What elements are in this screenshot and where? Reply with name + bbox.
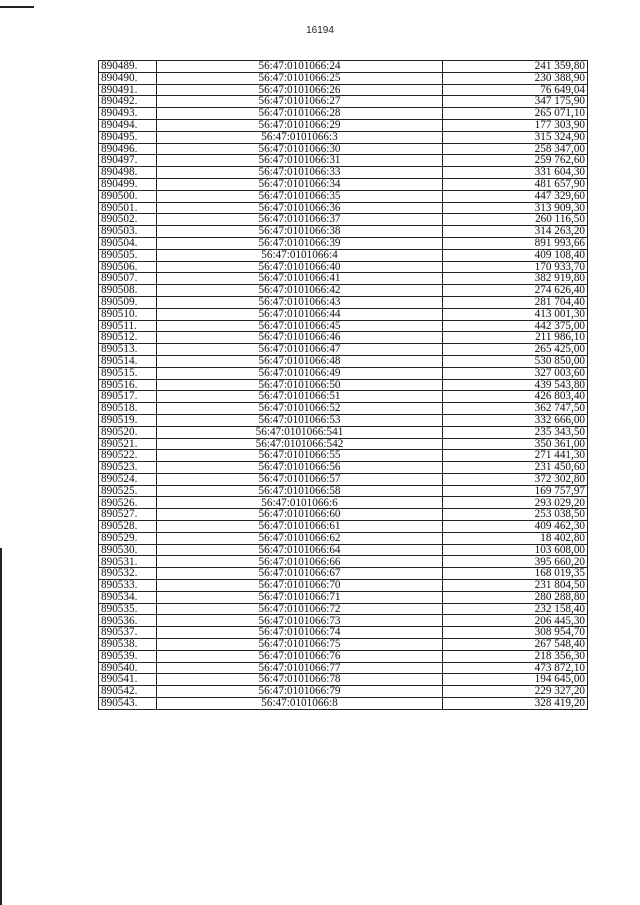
cadastral-number-cell: 56:47:0101066:74 [157,627,443,639]
table-row [99,344,588,356]
cadastral-number-cell: 56:47:0101066:79 [157,686,443,698]
row-number-cell: 890516. [99,379,157,391]
cadastral-number-cell: 56:47:0101066:38 [157,226,443,238]
cadastral-number-cell: 56:47:0101066:55 [157,450,443,462]
cadastral-number-cell: 56:47:0101066:37 [157,214,443,226]
cadastral-number-cell: 56:47:0101066:51 [157,391,443,403]
cadastral-number-cell: 56:47:0101066:44 [157,308,443,320]
row-number-cell: 890497. [99,155,157,167]
cadastral-number-cell: 56:47:0101066:8 [157,698,443,710]
table-row [99,155,588,167]
cadastral-value-cell: 103 608,00 [443,544,588,556]
table-row [99,627,588,639]
cadastral-number-cell: 56:47:0101066:40 [157,261,443,273]
row-number-cell: 890503. [99,226,157,238]
row-number-cell: 890518. [99,403,157,415]
row-number-cell: 890509. [99,296,157,308]
table-row [99,497,588,509]
row-number-cell: 890522. [99,450,157,462]
table-row [99,674,588,686]
table-row [99,450,588,462]
row-number-cell: 890527. [99,509,157,521]
cadastral-number-cell: 56:47:0101066:76 [157,650,443,662]
cadastral-number-cell: 56:47:0101066:52 [157,403,443,415]
table-row [99,485,588,497]
table-row [99,214,588,226]
table-row [99,226,588,238]
row-number-cell: 890502. [99,214,157,226]
cadastral-number-cell: 56:47:0101066:47 [157,344,443,356]
cadastral-number-cell: 56:47:0101066:3 [157,131,443,143]
row-number-cell: 890519. [99,414,157,426]
cadastral-number-cell: 56:47:0101066:49 [157,367,443,379]
row-number-cell: 890489. [99,61,157,73]
row-number-cell: 890498. [99,167,157,179]
cadastral-value-cell: 18 402,80 [443,532,588,544]
cadastral-value-cell: 211 986,10 [443,332,588,344]
cadastral-value-cell: 230 388,90 [443,72,588,84]
cadastral-number-cell: 56:47:0101066:77 [157,662,443,674]
cadastral-value-cell: 327 003,60 [443,367,588,379]
cadastral-number-cell: 56:47:0101066:71 [157,591,443,603]
table-row [99,544,588,556]
cadastral-value-cell: 328 419,20 [443,698,588,710]
cadastral-number-cell: 56:47:0101066:61 [157,521,443,533]
row-number-cell: 890512. [99,332,157,344]
table-row [99,61,588,73]
cadastral-value-cell: 229 327,20 [443,686,588,698]
cadastral-value-cell: 314 263,20 [443,226,588,238]
table-row [99,119,588,131]
cadastral-number-cell: 56:47:0101066:46 [157,332,443,344]
row-number-cell: 890521. [99,438,157,450]
table-row [99,391,588,403]
cadastral-number-cell: 56:47:0101066:72 [157,603,443,615]
table-row [99,202,588,214]
cadastral-value-cell: 280 288,80 [443,591,588,603]
table-body [99,61,588,710]
cadastral-value-cell: 259 762,60 [443,155,588,167]
cadastral-value-cell: 258 347,00 [443,143,588,155]
table-row [99,521,588,533]
cadastral-value-cell: 481 657,90 [443,178,588,190]
left-edge-bar [0,548,2,905]
table-row [99,96,588,108]
table-row [99,273,588,285]
table-row [99,639,588,651]
cadastral-value-cell: 274 626,40 [443,285,588,297]
cadastral-number-cell: 56:47:0101066:67 [157,568,443,580]
cadastral-value-cell: 265 425,00 [443,344,588,356]
cadastral-number-cell: 56:47:0101066:48 [157,355,443,367]
cadastral-number-cell: 56:47:0101066:31 [157,155,443,167]
table-row [99,438,588,450]
cadastral-number-cell: 56:47:0101066:50 [157,379,443,391]
cadastral-value-cell: 331 604,30 [443,167,588,179]
table-row [99,355,588,367]
row-number-cell: 890510. [99,308,157,320]
table-row [99,296,588,308]
cadastral-number-cell: 56:47:0101066:75 [157,639,443,651]
cadastral-number-cell: 56:47:0101066:42 [157,285,443,297]
table-row [99,308,588,320]
cadastral-number-cell: 56:47:0101066:66 [157,556,443,568]
page-number: 16194 [306,25,334,36]
cadastral-value-cell: 308 954,70 [443,627,588,639]
table-row [99,320,588,332]
row-number-cell: 890528. [99,521,157,533]
cadastral-value-cell: 235 343,50 [443,426,588,438]
cadastral-number-cell: 56:47:0101066:29 [157,119,443,131]
row-number-cell: 890536. [99,615,157,627]
table-row [99,143,588,155]
cadastral-value-cell: 206 445,30 [443,615,588,627]
table-row [99,650,588,662]
table-row [99,332,588,344]
top-edge-rule [0,6,34,8]
cadastral-value-cell: 447 329,60 [443,190,588,202]
row-number-cell: 890511. [99,320,157,332]
row-number-cell: 890534. [99,591,157,603]
row-number-cell: 890524. [99,473,157,485]
table-row [99,178,588,190]
cadastral-number-cell: 56:47:0101066:541 [157,426,443,438]
row-number-cell: 890540. [99,662,157,674]
cadastral-number-cell: 56:47:0101066:64 [157,544,443,556]
table-row [99,261,588,273]
row-number-cell: 890541. [99,674,157,686]
row-number-cell: 890538. [99,639,157,651]
cadastral-value-cell: 218 356,30 [443,650,588,662]
row-number-cell: 890515. [99,367,157,379]
cadastral-value-cell: 350 361,00 [443,438,588,450]
cadastral-value-cell: 347 175,90 [443,96,588,108]
cadastral-value-cell: 169 757,97 [443,485,588,497]
table-row [99,591,588,603]
row-number-cell: 890505. [99,249,157,261]
cadastral-number-cell: 56:47:0101066:62 [157,532,443,544]
cadastral-number-cell: 56:47:0101066:39 [157,237,443,249]
table-row [99,662,588,674]
cadastral-number-cell: 56:47:0101066:6 [157,497,443,509]
cadastral-number-cell: 56:47:0101066:60 [157,509,443,521]
cadastral-value-cell: 76 649,04 [443,84,588,96]
cadastral-number-cell: 56:47:0101066:4 [157,249,443,261]
row-number-cell: 890542. [99,686,157,698]
table-row [99,367,588,379]
cadastral-value-cell: 241 359,80 [443,61,588,73]
row-number-cell: 890494. [99,119,157,131]
row-number-cell: 890526. [99,497,157,509]
cadastral-value-cell: 372 302,80 [443,473,588,485]
row-number-cell: 890523. [99,462,157,474]
cadastral-number-cell: 56:47:0101066:25 [157,72,443,84]
cadastral-value-cell: 231 804,50 [443,580,588,592]
row-number-cell: 890530. [99,544,157,556]
cadastral-value-cell: 362 747,50 [443,403,588,415]
cadastral-number-cell: 56:47:0101066:73 [157,615,443,627]
row-number-cell: 890500. [99,190,157,202]
table-row [99,167,588,179]
row-number-cell: 890491. [99,84,157,96]
cadastral-number-cell: 56:47:0101066:30 [157,143,443,155]
cadastral-value-cell: 267 548,40 [443,639,588,651]
table-row [99,237,588,249]
cadastral-value-table [98,60,588,710]
cadastral-value-cell: 293 029,20 [443,497,588,509]
cadastral-value-cell: 253 038,50 [443,509,588,521]
row-number-cell: 890532. [99,568,157,580]
table-row [99,603,588,615]
cadastral-value-cell: 382 919,80 [443,273,588,285]
cadastral-number-cell: 56:47:0101066:57 [157,473,443,485]
cadastral-number-cell: 56:47:0101066:26 [157,84,443,96]
row-number-cell: 890506. [99,261,157,273]
row-number-cell: 890517. [99,391,157,403]
row-number-cell: 890539. [99,650,157,662]
table-row [99,84,588,96]
row-number-cell: 890525. [99,485,157,497]
row-number-cell: 890537. [99,627,157,639]
table-row [99,72,588,84]
table-row [99,108,588,120]
table-row [99,414,588,426]
cadastral-value-cell: 313 909,30 [443,202,588,214]
cadastral-value-cell: 332 666,00 [443,414,588,426]
row-number-cell: 890533. [99,580,157,592]
cadastral-number-cell: 56:47:0101066:36 [157,202,443,214]
cadastral-value-cell: 409 462,30 [443,521,588,533]
table-row [99,462,588,474]
row-number-cell: 890543. [99,698,157,710]
cadastral-number-cell: 56:47:0101066:542 [157,438,443,450]
table-row [99,532,588,544]
table-row [99,580,588,592]
table-row [99,615,588,627]
cadastral-number-cell: 56:47:0101066:70 [157,580,443,592]
row-number-cell: 890496. [99,143,157,155]
cadastral-number-cell: 56:47:0101066:33 [157,167,443,179]
cadastral-value-cell: 170 933,70 [443,261,588,273]
row-number-cell: 890508. [99,285,157,297]
row-number-cell: 890520. [99,426,157,438]
row-number-cell: 890490. [99,72,157,84]
cadastral-value-cell: 426 803,40 [443,391,588,403]
cadastral-value-cell: 413 001,30 [443,308,588,320]
row-number-cell: 890507. [99,273,157,285]
row-number-cell: 890514. [99,355,157,367]
cadastral-value-cell: 281 704,40 [443,296,588,308]
table-row [99,556,588,568]
row-number-cell: 890504. [99,237,157,249]
cadastral-value-cell: 231 450,60 [443,462,588,474]
cadastral-value-cell: 395 660,20 [443,556,588,568]
table-row [99,426,588,438]
row-number-cell: 890499. [99,178,157,190]
cadastral-value-cell: 177 303,90 [443,119,588,131]
cadastral-value-cell: 530 850,00 [443,355,588,367]
cadastral-value-cell: 194 645,00 [443,674,588,686]
row-number-cell: 890513. [99,344,157,356]
cadastral-number-cell: 56:47:0101066:24 [157,61,443,73]
cadastral-number-cell: 56:47:0101066:28 [157,108,443,120]
cadastral-number-cell: 56:47:0101066:34 [157,178,443,190]
cadastral-number-cell: 56:47:0101066:58 [157,485,443,497]
cadastral-number-cell: 56:47:0101066:43 [157,296,443,308]
cadastral-number-cell: 56:47:0101066:53 [157,414,443,426]
cadastral-number-cell: 56:47:0101066:35 [157,190,443,202]
cadastral-value-cell: 891 993,66 [443,237,588,249]
cadastral-value-cell: 260 116,50 [443,214,588,226]
cadastral-value-cell: 473 872,10 [443,662,588,674]
cadastral-number-cell: 56:47:0101066:45 [157,320,443,332]
cadastral-number-cell: 56:47:0101066:78 [157,674,443,686]
table-row [99,403,588,415]
table-row [99,131,588,143]
table-row [99,249,588,261]
row-number-cell: 890529. [99,532,157,544]
table-row [99,698,588,710]
row-number-cell: 890495. [99,131,157,143]
cadastral-value-cell: 442 375,00 [443,320,588,332]
table-row [99,473,588,485]
cadastral-number-cell: 56:47:0101066:27 [157,96,443,108]
table-row [99,509,588,521]
cadastral-number-cell: 56:47:0101066:56 [157,462,443,474]
cadastral-value-cell: 232 158,40 [443,603,588,615]
cadastral-value-cell: 439 543,80 [443,379,588,391]
row-number-cell: 890535. [99,603,157,615]
table-row [99,568,588,580]
row-number-cell: 890492. [99,96,157,108]
row-number-cell: 890501. [99,202,157,214]
cadastral-value-cell: 409 108,40 [443,249,588,261]
cadastral-value-cell: 315 324,90 [443,131,588,143]
table-row [99,190,588,202]
cadastral-value-cell: 271 441,30 [443,450,588,462]
table-row [99,686,588,698]
table-row [99,285,588,297]
row-number-cell: 890531. [99,556,157,568]
table-row [99,379,588,391]
cadastral-value-cell: 265 071,10 [443,108,588,120]
cadastral-value-cell: 168 019,35 [443,568,588,580]
cadastral-number-cell: 56:47:0101066:41 [157,273,443,285]
row-number-cell: 890493. [99,108,157,120]
